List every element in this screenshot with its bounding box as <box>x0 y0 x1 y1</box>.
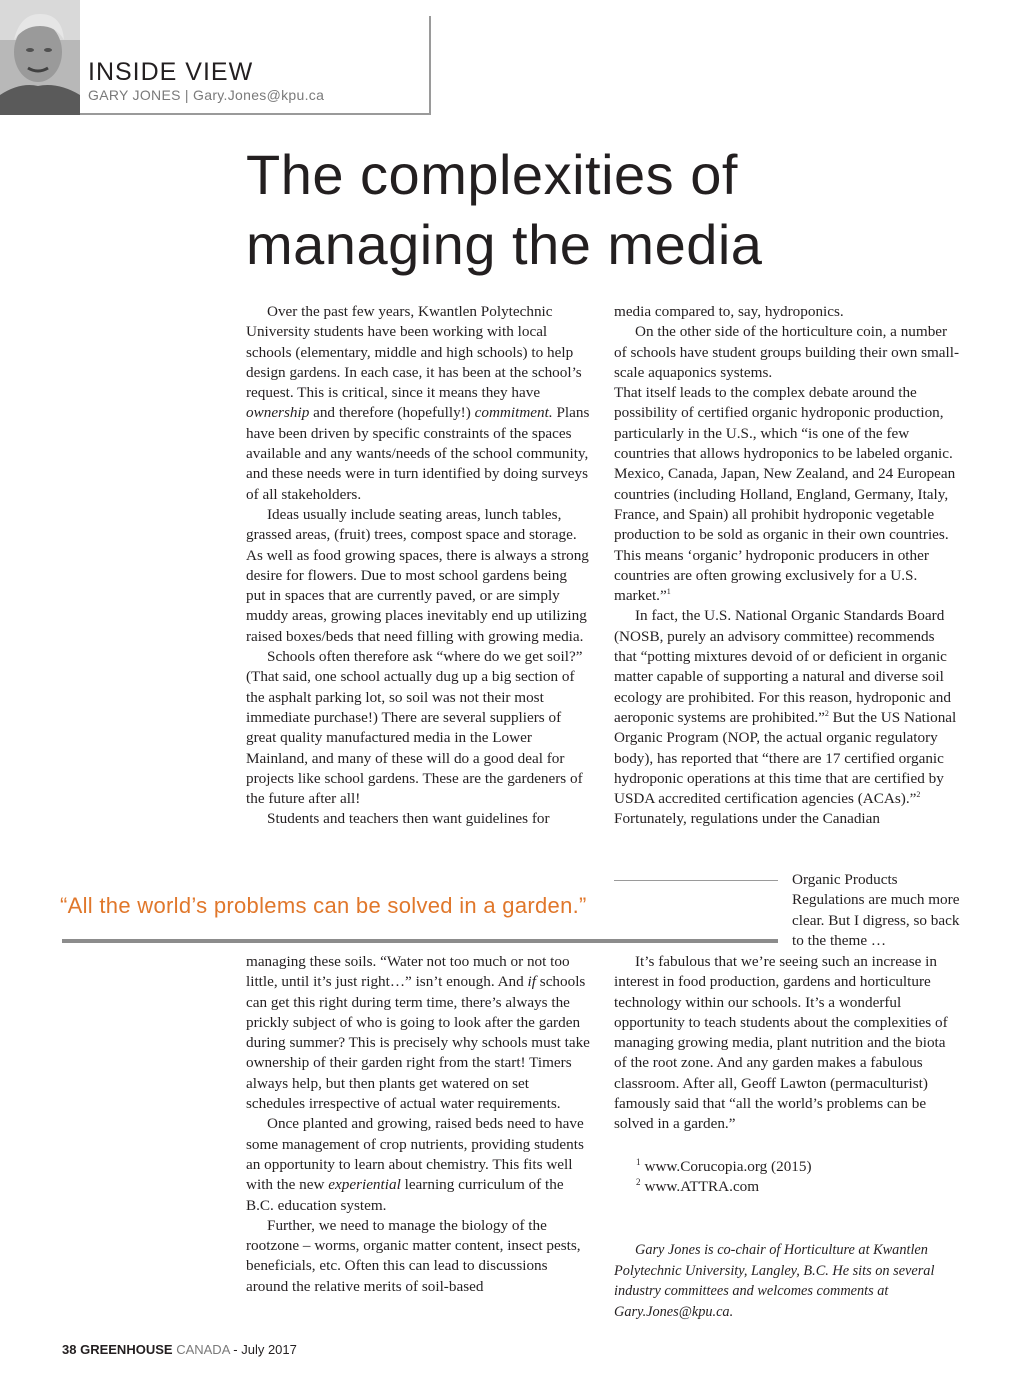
paragraph: Once planted and growing, raised beds need to have some management of crop nutrients, providing students an opportunity to learn about chemistry. This fits well with the new experiential learning curriculum of the B.C. education system. <box>246 1115 584 1214</box>
paragraph: Further, we need to manage the biology of the rootzone – worms, organic matter content, insect pests, beneficials, etc. Often this can lead to discussions around the relative merits of soil-based <box>246 1216 581 1295</box>
column-header-divider <box>429 16 431 115</box>
page-number: 38 <box>62 1342 77 1357</box>
byline: GARY JONES | Gary.Jones@kpu.ca <box>88 87 325 103</box>
paragraph: Students and teachers then want guidelines for <box>267 810 550 828</box>
body-column-1-top <box>246 302 590 830</box>
footnote-link[interactable]: www.ATTRA.com <box>644 1178 760 1196</box>
headline-line-1: The complexities of <box>246 143 738 206</box>
paragraph: On the other side of the horticulture coin, a number of schools have student groups building their own small-scale aquaponics systems. <box>614 323 960 381</box>
paragraph: managing these soils. “Water not too much or not too little, until it’s just right…” isn’t enough. And if schools can get this right during term time, there’s always the prickly subject of who is going to look after the garden during summer? This is precisely why schools must take ownership of their garden right from the start! Timers always help, but then plants get watered on set schedules irrespective of actual water requirements. <box>246 953 590 1113</box>
body-column-2-top <box>614 302 960 830</box>
body-column-2-bottom <box>614 952 960 1135</box>
footnote: $^1$ www.Corucopia.org (2015) <box>636 1156 812 1175</box>
footnote-ref: 1 <box>666 587 671 597</box>
footnotes <box>636 1157 812 1198</box>
paragraph: Ideas usually include seating areas, lunch tables, grassed areas, (fruit) trees, compost space and storage. As well as food growing spaces, there is always a strong desire for flowers. Due to most school gardens being put in spaces that are currently paved, or are simply muddy areas, growing places inevitably end up utilizing raised boxes/beds that need filling with growing media. <box>246 505 589 645</box>
author-photo <box>0 0 80 115</box>
footnote-link[interactable]: www.Corucopia.org (2015) <box>644 1158 812 1175</box>
article-headline <box>246 140 866 280</box>
column-title: INSIDE VIEW <box>88 58 254 86</box>
paragraph: It’s fabulous that we’re seeing such an increase in interest in food production, gardens and horticulture technology within our schools. It’s a wonderful opportunity to teach students about the complexities of managing growing media, plant nutrition and the biota of the root zone. And any garden makes a fabulous classroom. After all, Geoff Lawton (permaculturist) famously said that “all the world’s problems can be solved in a garden.” <box>614 953 948 1133</box>
paragraph: Schools often therefore ask “where do we get soil?” (That said, one school actually dug up a big section of the asphalt parking lot, so soil was not their most immediate purchase!) There are several suppliers of great quality manufactured media in the Lower Mainland, and many of these will do a good deal for projects like school gardens. These are the gardeners of the future after all! <box>246 648 583 808</box>
footnote-ref: 2 <box>824 708 829 718</box>
column-header-baseline <box>80 113 431 115</box>
page-footer <box>62 1342 297 1357</box>
pull-quote: “All the world’s problems can be solved in a garden.” <box>60 893 587 918</box>
paragraph: In fact, the U.S. National Organic Standards Board (NOSB, purely an advisory committee) recommends that “potting mixtures devoid of or deficient in organic matter capable of supporting a natural and diverse soil ecology are prohibited. For this reason, hydroponic and aeroponic systems are prohibited.”$^2$ But the US National Organic Program (NOP, the actual organic regulatory body), has reported that “there are 17 certified organic hydroponic operations at this time that are certified by USDA accredited certification agencies (ACAs).”$^2$ Fortunately, regulations under the Canadian <box>614 607 957 828</box>
body-column-1-bottom <box>246 952 590 1297</box>
pull-quote-bottom-rule <box>62 939 778 943</box>
publication-name: GREENHOUSE <box>80 1342 173 1357</box>
publication-name-light: CANADA <box>176 1342 230 1357</box>
wrapped-text: Organic Products Regulations are much more clear. But I digress, so back to the theme … <box>792 871 960 949</box>
pull-quote-top-rule <box>614 880 778 881</box>
headline-line-2: managing the media <box>246 213 763 276</box>
footnote-ref: 2 <box>916 790 921 800</box>
paragraph: That itself leads to the complex debate around the possibility of certified organic hydroponic production, particularly in the U.S., which “is one of the few countries that allows hydroponics to be labeled organic. Mexico, Canada, Japan, New Zealand, and 24 European countries (including Holland, England, Germany, Italy, France, and Spain) all prohibit hydroponic vegetable production to be sold as organic in their own countries. This means ‘organic’ hydroponic producers in other countries are often growing exclusively for a U.S. market.”$^1$ <box>614 384 956 605</box>
issue-date: - July 2017 <box>233 1342 297 1357</box>
author-bio: Gary Jones is co-chair of Horticulture at Kwantlen Polytechnic University, Langley, B.C. He sits on several industry committees and welcomes comments at Gary.Jones@kpu.ca. <box>614 1242 935 1320</box>
footnote: $^2$ www.ATTRA.com <box>636 1177 760 1196</box>
paragraph: media compared to, say, hydroponics. <box>614 303 844 320</box>
paragraph: Over the past few years, Kwantlen Polytechnic University students have been working with local schools (elementary, middle and high schools) to help design gardens. In each case, it has been at the school’s request. This is critical, since it means they have ownership and therefore (hopefully!) commitment. Plans have been driven by specific constraints of the spaces available and any wants/needs of the school community, and these needs were in turn identified by doing surveys of all stakeholders. <box>246 303 590 503</box>
